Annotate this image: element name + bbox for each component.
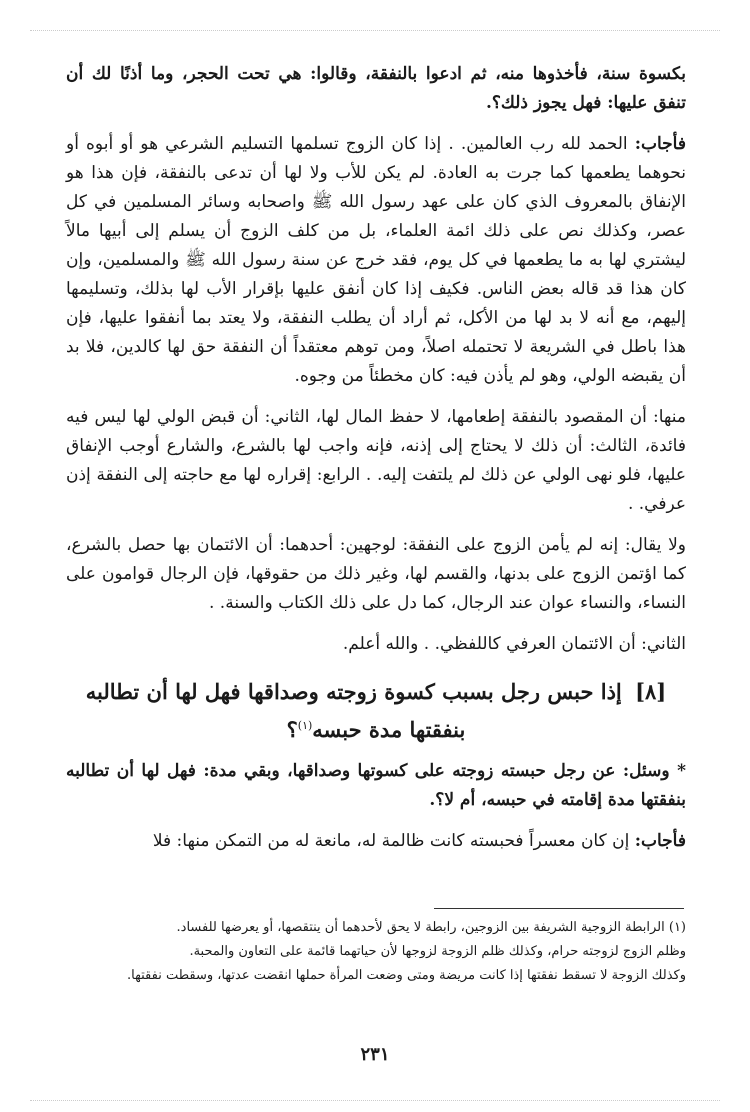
footnote-rule (434, 908, 684, 909)
intro-question: بكسوة سنة، فأخذوها منه، ثم ادعوا بالنفقة، وقالوا: هي تحت الحجر، وما أذنًا لك أن تنفق عليها: فهل يجوز ذلك؟. (66, 64, 686, 113)
page-body (66, 60, 686, 868)
heading-suffix: ؟ (286, 717, 298, 742)
paragraph-2: منها: أن المقصود بالنفقة إطعامها، لا حفظ المال لها، الثاني: أن قبض الولي لها ليس فيه فائدة، الثالث: أن ذلك لا يحتاج إلى إذنه، فإنه واجب لها بالشرع، والشارع أوجب الإنفاق عليها، فلو نهى الولي عن ذلك لم يلتفت إليه. . الرابع: إقراره لها مع حاجته إلى النفقة إذن عرفي. . (66, 407, 686, 514)
footnote-line: (١) الرابطة الزوجية الشريفة بين الزوجين، رابطة لا يحق لأحدهما أن ينتقصها، أو يعرضها للفساد. (176, 920, 686, 935)
heading-text: إذا حبس رجل بسبب كسوة زوجته وصداقها فهل لها أن تطالبه بنفقتها مدة حبسه (85, 679, 622, 742)
answer-1 (66, 130, 686, 391)
question-2: * وسئل: عن رجل حبسته زوجته على كسوتها وصداقها، وبقي مدة: فهل لها أن تطالبه بنفقتها مدة إقامته في حبسه، أم لا؟. (66, 761, 686, 810)
heading-footnote-mark: (١) (297, 719, 313, 732)
footnotes (66, 916, 686, 988)
section-heading (66, 675, 686, 747)
page-edge-bottom (30, 1100, 720, 1101)
answer-2 (66, 827, 686, 856)
answer-1-lead: فأجاب: (634, 134, 686, 154)
paragraph-3: ولا يقال: إنه لم يأمن الزوج على النفقة: لوجهين: أحدهما: أن الائتمان بها حصل بالشرع، كما اؤتمن الزوج على بدنها، والقسم لها، وغير ذلك من حقوقها، فإن الرجال قوامون على النساء، والنساء عوان عند الرجال، كما دل على ذلك الكتاب والسنة. . (66, 535, 686, 613)
answer-1-text: الحمد لله رب العالمين. . إذا كان الزوج تسلمها التسليم الشرعي هو أو أبوه أو نحوهما يطعمها كما جرت به العادة. لم يكن للأب ولا لها أن تدعى بالنفقة، فإن هذا هو الإنفاق بالمعروف الذي كان على عهد رسول الله ﷺ واصحابه وسائر المسلمين في كل عصر، وكذلك نص على ذلك ائمة العلماء، بل من كلف الزوج أن يسلم إلى أبيها مالاً ليشتري لها به ما يطعمها في كل يوم، فقد خرج عن سنة رسول الله ﷺ والمسلمين، وإن كان هذا قد قاله بعض الناس. فكيف إذا كان أنفق عليها بإقرار الأب لها بذلك، وتسليمها إليهم، مع أنه لا بد لها من الأكل، ثم أراد أن يطلب النفقة، ولا يعتد بما أنفقوا عليها، فإن هذا باطل في الشريعة لا تحتمله اصلاً، ومن توهم معتقداً أن النفقة حق لها كالدين، فلا بد أن يقبضه الولي، وهو لم يأذن فيه: كان مخطئاً من وجوه. (66, 134, 686, 386)
paragraph-4: الثاني: أن الائتمان العرفي كاللفظي. . والله أعلم. (342, 634, 686, 654)
answer-2-lead: فأجاب: (634, 831, 686, 851)
footnote-line: وكذلك الزوجة لا تسقط نفقتها إذا كانت مريضة ومتى وضعت المرأة حملها انقضت عدتها، وسقطت نفقتها. (127, 968, 686, 983)
page-number: ٢٣١ (360, 1044, 390, 1065)
answer-2-text: إن كان معسراً فحبسته كانت ظالمة له، مانعة له من التمكن منها: فلا (152, 831, 630, 851)
footnote-line: وظلم الزوج لزوجته حرام، وكذلك ظلم الزوجة لزوجها لأن حياتهما قائمة على التعاون والمحبة. (189, 944, 686, 959)
page-edge-top (30, 30, 720, 31)
heading-number: [٨] (635, 679, 667, 704)
